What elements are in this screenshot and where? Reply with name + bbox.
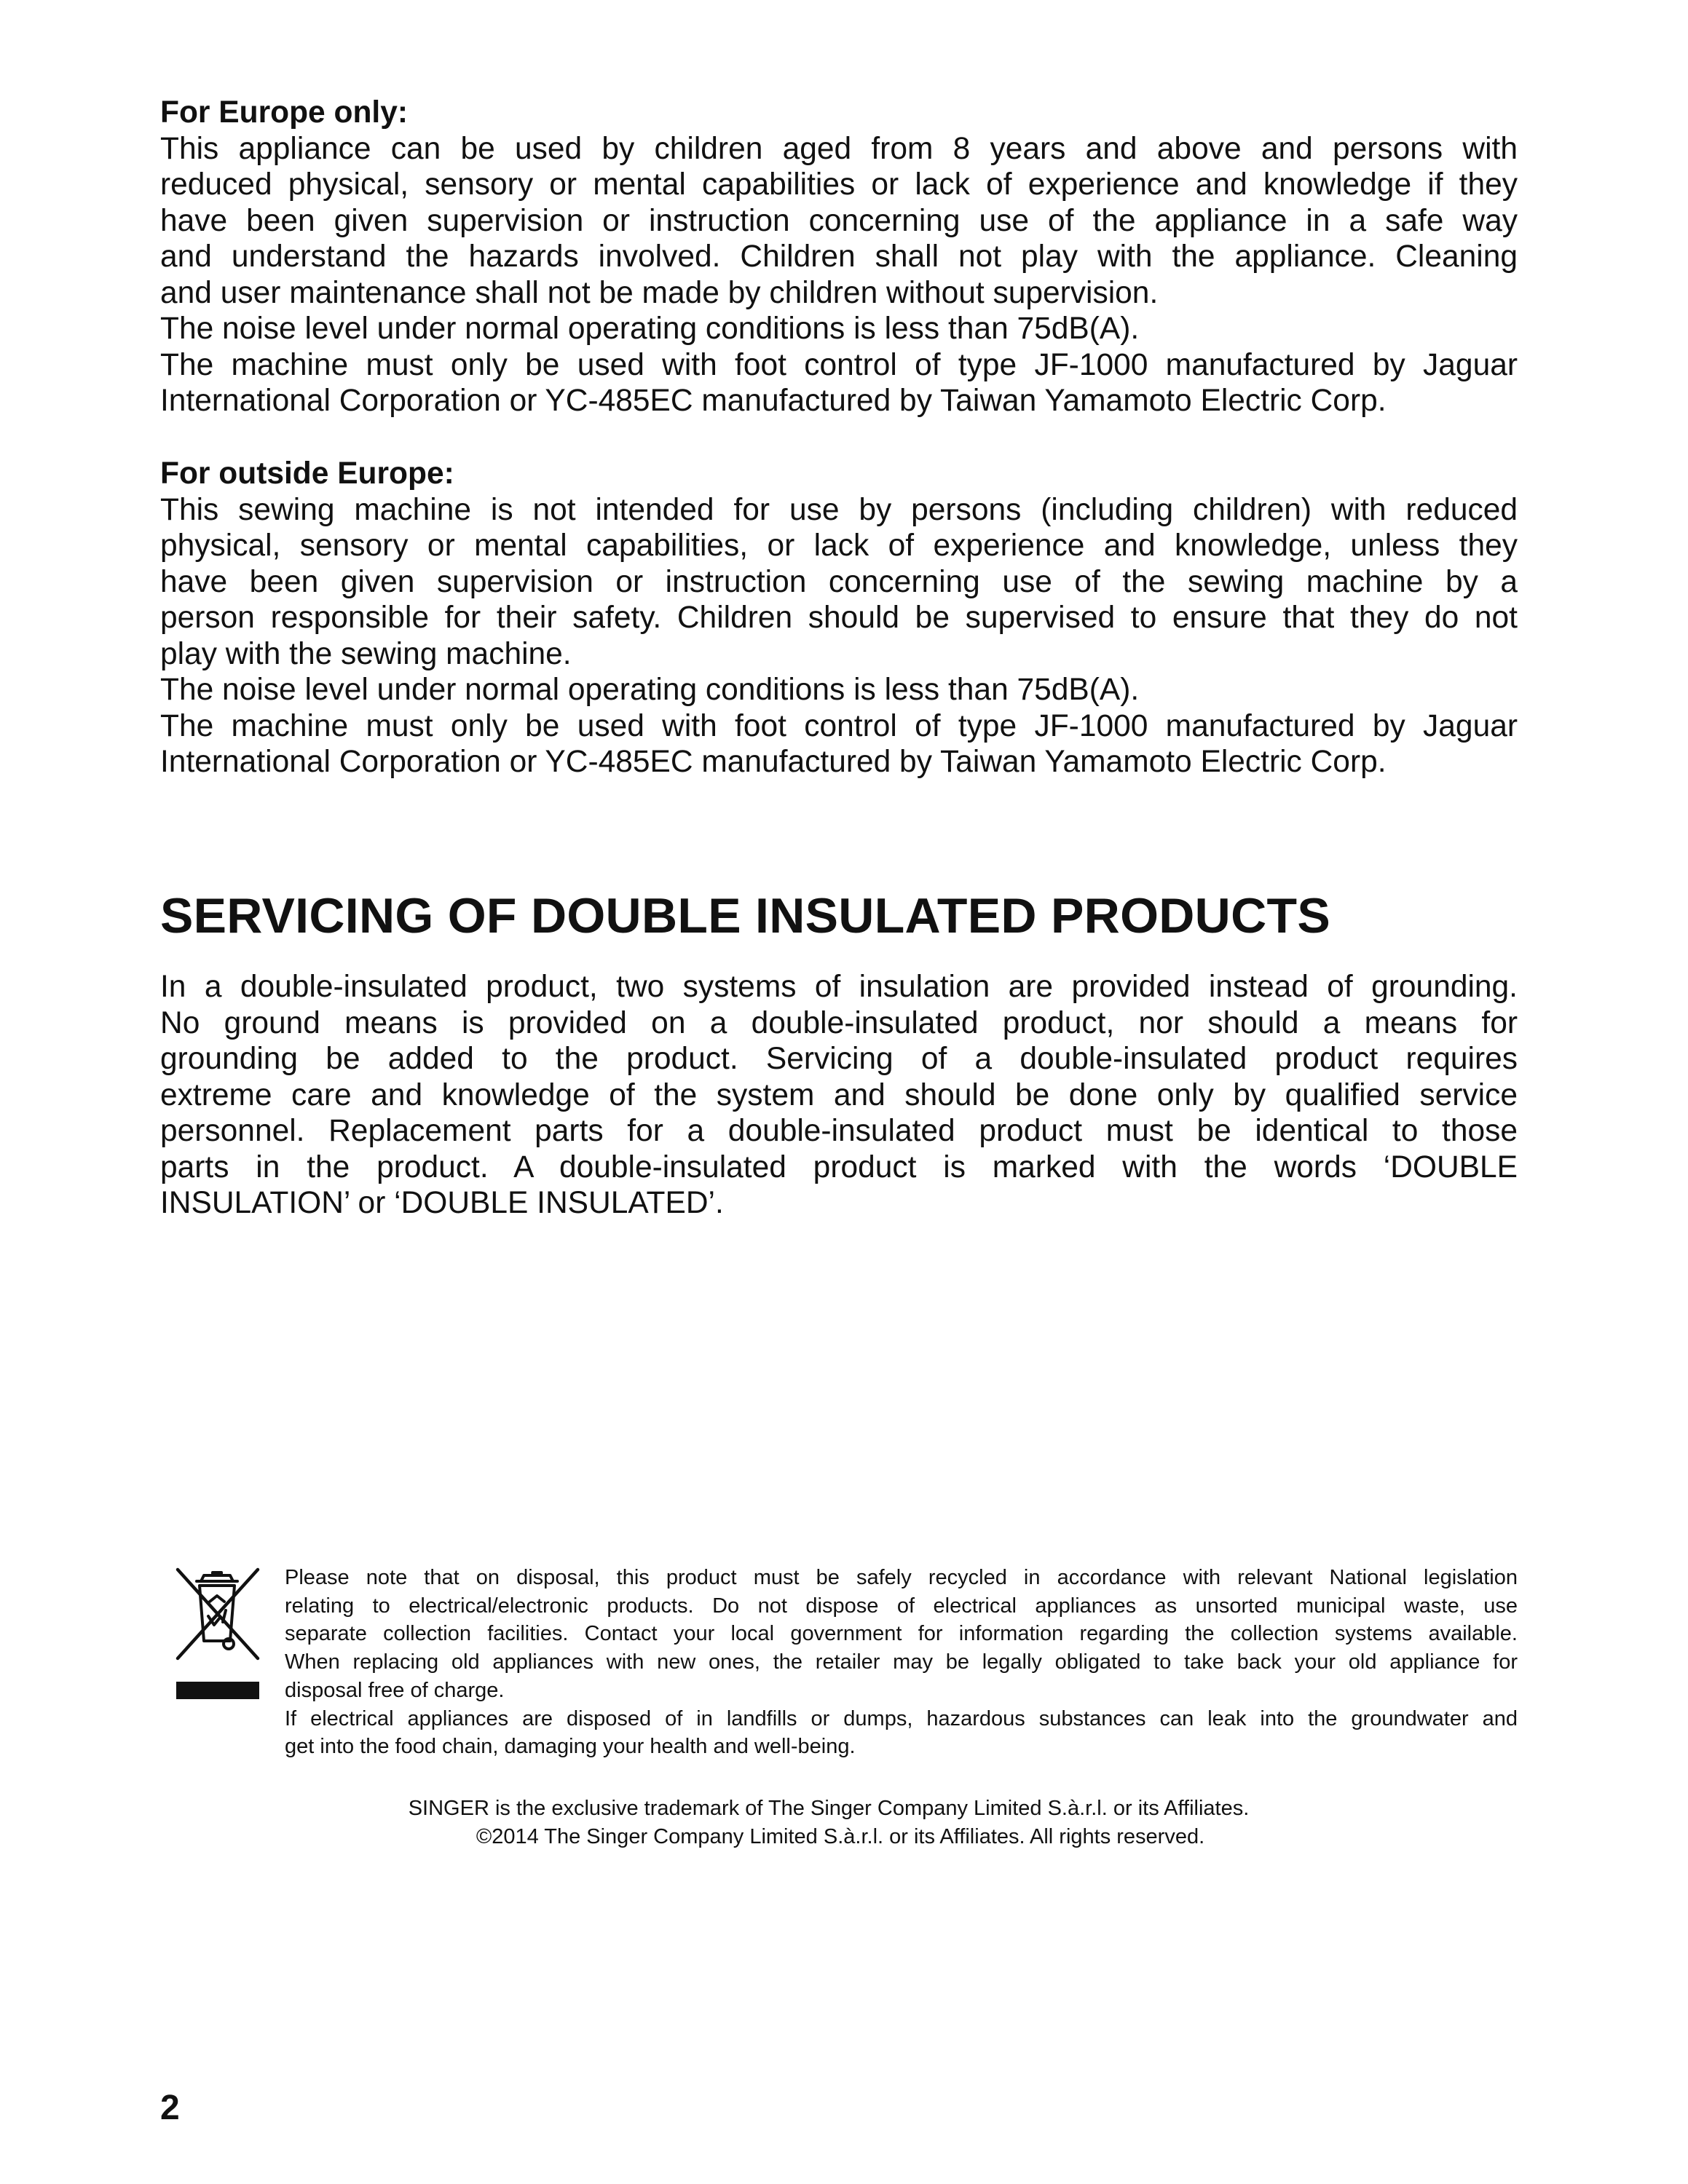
outside-europe-line: person responsible for their safety. Children should be supervised to ensure that they do not [160,601,1518,635]
europe-line: The noise level under normal operating conditions is less than 75dB(A). [160,312,1140,346]
europe-line: and understand the hazards involved. Children shall not play with the appliance. Cleaning [160,240,1518,274]
outside-europe-line: have been given supervision or instruction concerning use of the sewing machine by a [160,564,1518,599]
servicing-line: INSULATION’ or ‘DOUBLE INSULATED’. [160,1186,724,1220]
outside-europe-line: This sewing machine is not intended for use by persons (including children) with reduced [160,492,1518,527]
europe-line: have been given supervision or instruction concerning use of the appliance in a safe way [160,203,1518,238]
outside-europe-line: physical, sensory or mental capabilities, or lack of experience and knowledge, unless they [160,529,1518,563]
europe-line: International Corporation or YC-485EC manufactured by Taiwan Yamamoto Electric Corp. [160,384,1387,418]
outside-europe-section [160,456,1518,780]
servicing-line: personnel. Replacement parts for a double-insulated product must be identical to those [160,1114,1518,1148]
servicing-line: parts in the product. A double-insulated product is marked with the words ‘DOUBLE [160,1150,1518,1184]
outside-europe-line: The machine must only be used with foot control of type JF-1000 manufactured by Jaguar [160,708,1518,743]
servicing-body [160,969,1518,1222]
disposal-line: disposal free of charge. [285,1678,505,1702]
disposal-line: separate collection facilities. Contact your local government for information regarding the collection systems available. [285,1622,1518,1646]
page-number: 2 [160,2089,180,2127]
outside-europe-line: International Corporation or YC-485EC manufactured by Taiwan Yamamoto Electric Corp. [160,745,1387,779]
europe-section [160,95,1518,419]
disposal-line: If electrical appliances are disposed of in landfills or dumps, hazardous substances can leak into the groundwater and [285,1706,1518,1730]
servicing-title: SERVICING OF DOUBLE INSULATED PRODUCTS [160,888,1330,943]
disposal-line: When replacing old appliances with new ones, the retailer may be legally obligated to take back your old appliance for [285,1650,1518,1674]
servicing-line: extreme care and knowledge of the system and should be done only by qualified service [160,1077,1518,1112]
crossed-out-wheelie-bin-icon [172,1565,262,1705]
europe-heading: For Europe only: [160,95,408,130]
disposal-line: relating to electrical/electronic products. Do not dispose of electrical appliances as unsorted municipal waste, use [285,1594,1518,1618]
outside-europe-heading: For outside Europe: [160,456,454,491]
trademark-notice [0,1795,1688,1851]
europe-line: and user maintenance shall not be made by children without supervision. [160,275,1159,310]
outside-europe-line: play with the sewing machine. [160,636,572,671]
europe-line: The machine must only be used with foot control of type JF-1000 manufactured by Jaguar [160,347,1518,382]
europe-line: reduced physical, sensory or mental capabilities or lack of experience and knowledge if they [160,167,1518,202]
outside-europe-line: The noise level under normal operating conditions is less than 75dB(A). [160,673,1140,707]
disposal-notice [285,1564,1518,1761]
servicing-line: In a double-insulated product, two systems of insulation are provided instead of grounding. [160,970,1518,1004]
disposal-line: get into the food chain, damaging your health and well-being. [285,1735,856,1759]
servicing-line: grounding be added to the product. Servicing of a double-insulated product requires [160,1042,1518,1076]
copyright-line: ©2014 The Singer Company Limited S.à.r.l. or its Affiliates. All rights reserved. [476,1825,1205,1848]
disposal-line: Please note that on disposal, this product must be safely recycled in accordance with relevant National legislation [285,1566,1518,1589]
europe-line: This appliance can be used by children aged from 8 years and above and persons with [160,131,1518,166]
trademark-line: SINGER is the exclusive trademark of The Singer Company Limited S.à.r.l. or its Affiliates. [408,1797,1250,1820]
servicing-line: No ground means is provided on a double-insulated product, nor should a means for [160,1005,1518,1040]
